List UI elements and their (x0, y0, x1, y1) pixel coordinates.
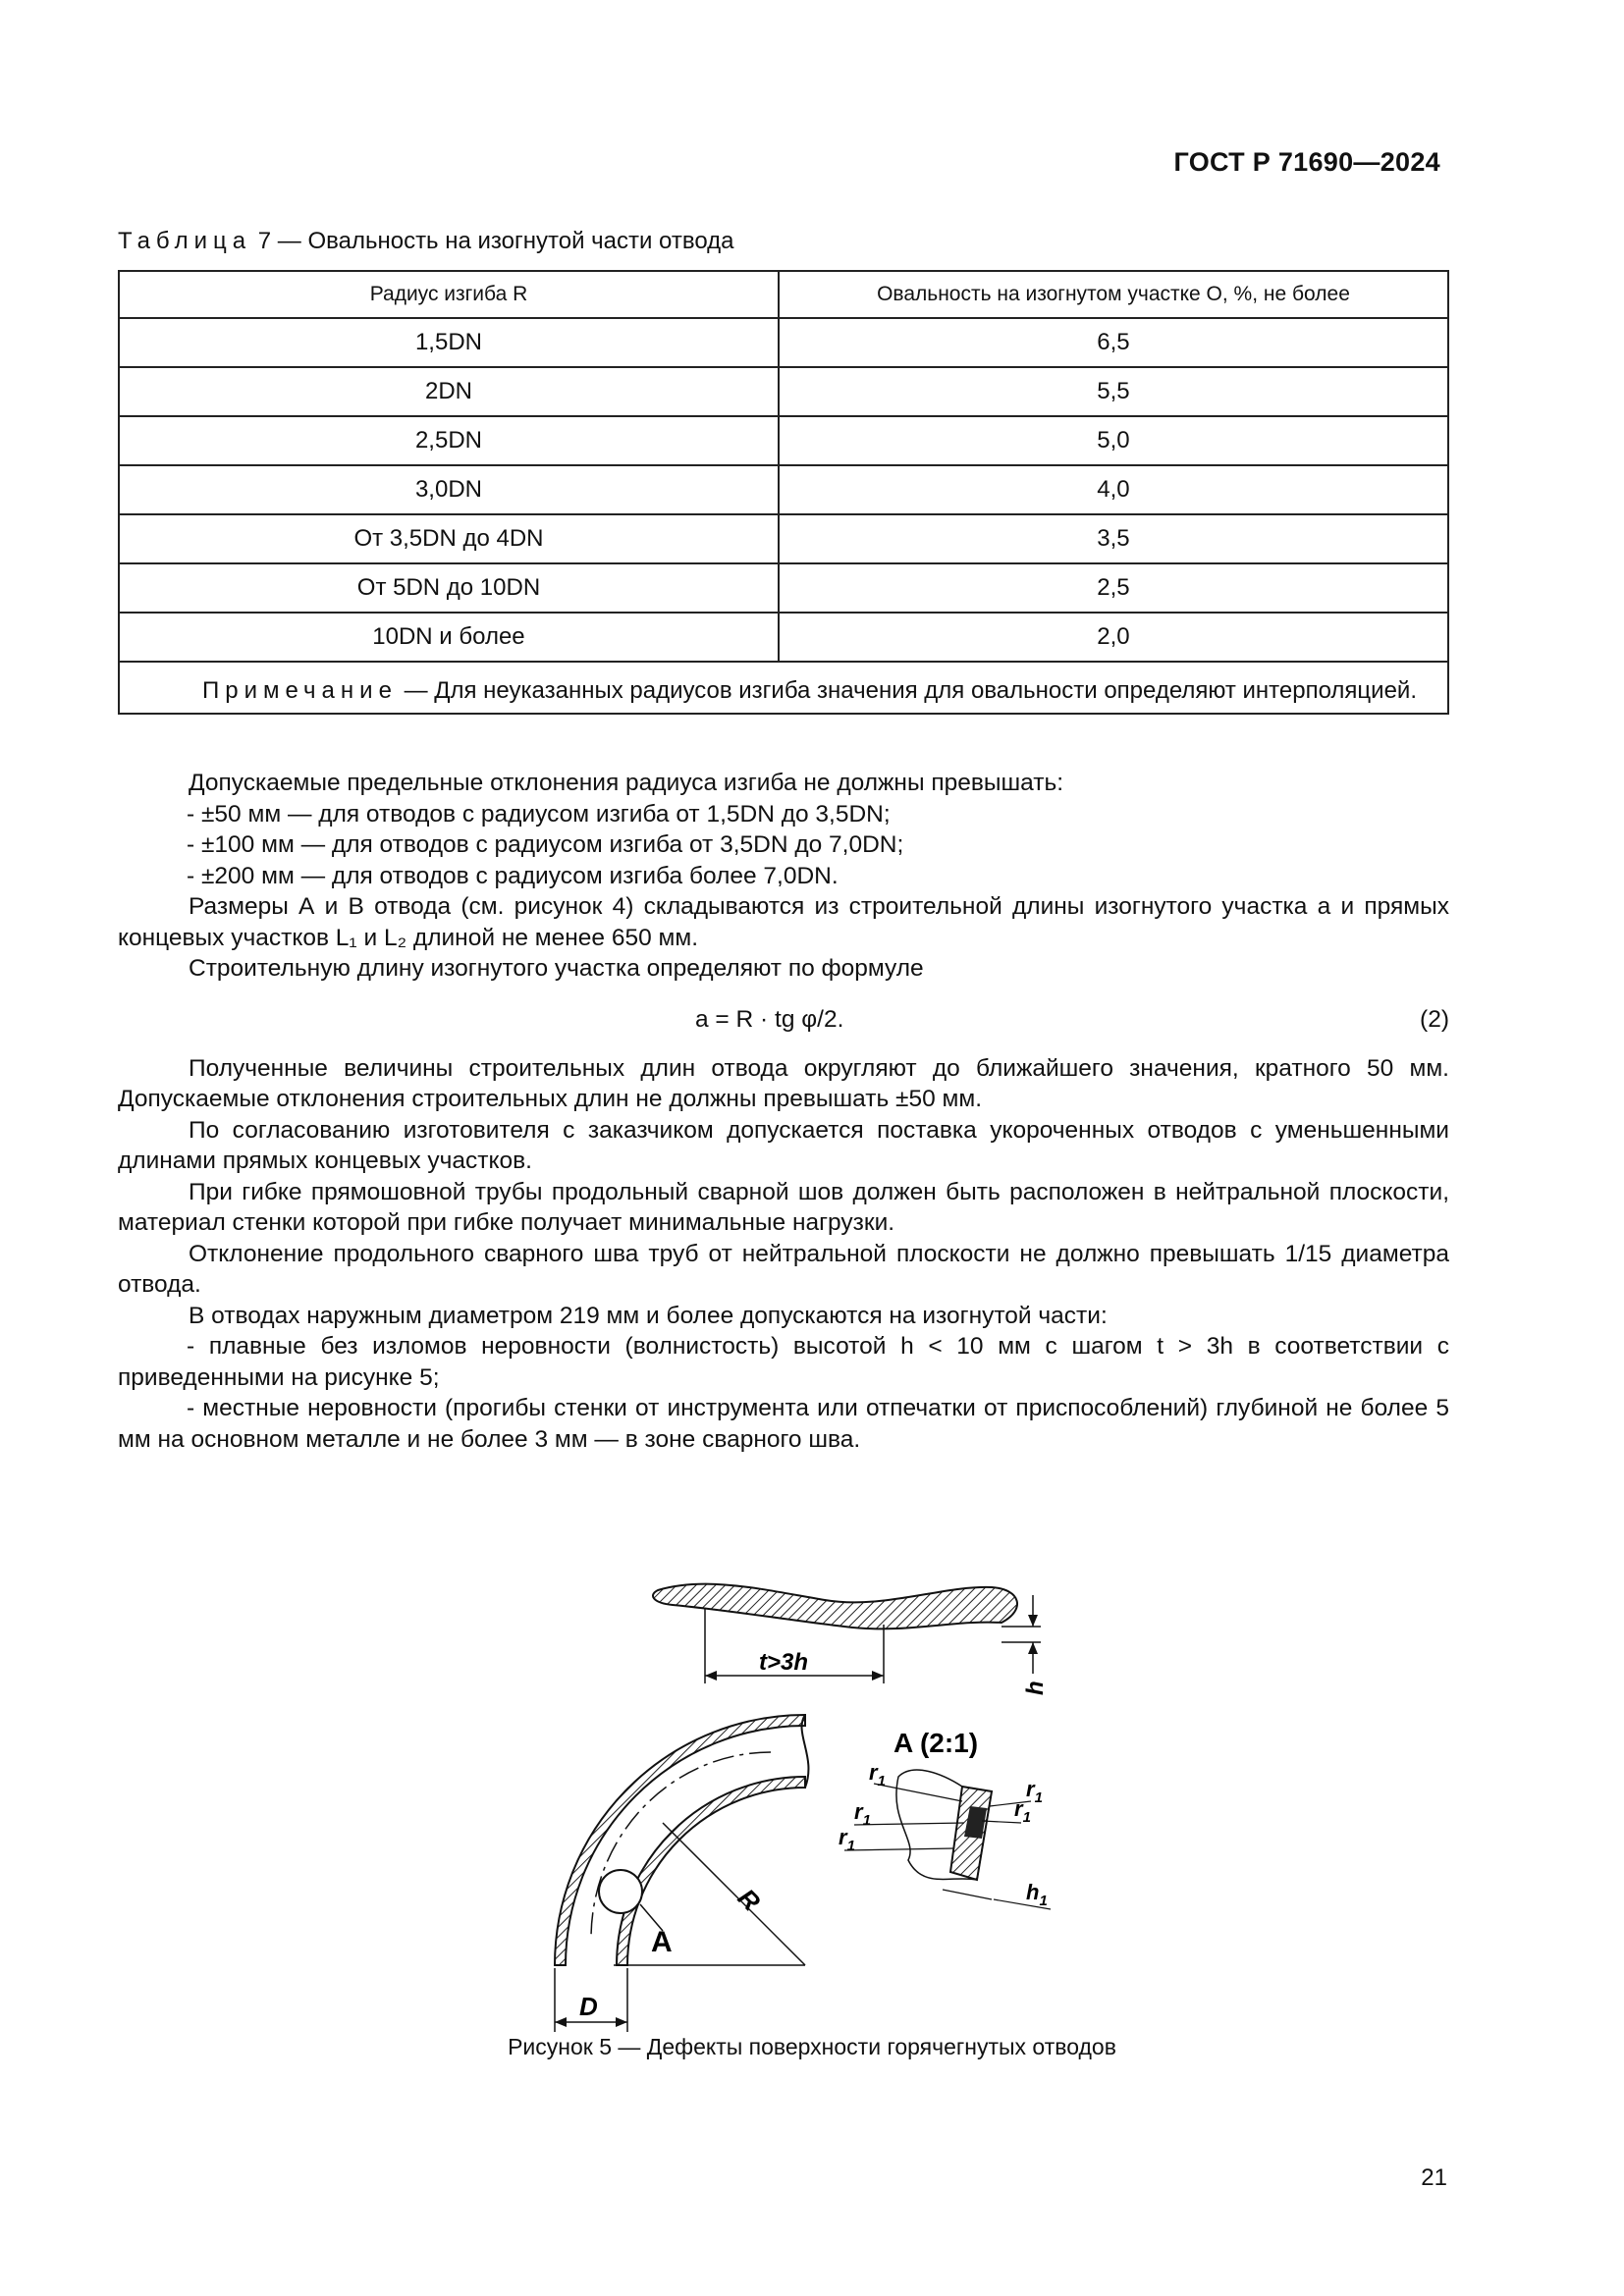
detail-title: A (2:1) (893, 1728, 979, 1758)
table-row (119, 318, 1448, 367)
r1-label-top-right: $r_1$ (1026, 1777, 1043, 1806)
cell-ovality: 5,5 (779, 367, 1448, 416)
cell-radius: 2DN (119, 367, 779, 416)
wave-wall-profile (653, 1584, 1017, 1629)
table-row (119, 563, 1448, 613)
formula-number: (2) (1420, 1005, 1449, 1033)
r1-label-top-left: $r_1$ (869, 1760, 886, 1789)
wave-pitch-label: t>3h (759, 1649, 809, 1676)
formula-block (118, 992, 1449, 1053)
list-item: - ±200 мм — для отводов с радиусом изгиба более 7,0DN. (187, 862, 839, 889)
r1-label-mid-right: $r_1$ (1014, 1796, 1031, 1826)
table-caption (118, 228, 734, 255)
col-head-radius: Радиус изгиба R (119, 271, 779, 318)
cell-ovality: 4,0 (779, 465, 1448, 514)
cell-ovality: 2,0 (779, 613, 1448, 662)
cell-radius: 10DN и более (119, 613, 779, 662)
body-text (118, 768, 1449, 1455)
cell-ovality: 6,5 (779, 318, 1448, 367)
radius-label: R (731, 1883, 767, 1917)
cell-radius: 3,0DN (119, 465, 779, 514)
paragraph: При гибке прямошовной трубы продольный сварной шов должен быть расположен в нейтральной плоскости, материал стенки которой при гибке получает минимальные нагрузки. (118, 1178, 1449, 1236)
table-caption-label: Таблица (118, 228, 252, 254)
list-item: - ±100 мм — для отводов с радиусом изгиба от 3,5DN до 7,0DN; (187, 831, 904, 858)
col-head-ovality: Овальность на изогнутом участке О, %, не более (779, 271, 1448, 318)
table-row (119, 514, 1448, 563)
diameter-label: D (579, 1992, 598, 2021)
table-note-row (119, 662, 1448, 714)
table-row (119, 416, 1448, 465)
list-item: - плавные без изломов неровности (волнистость) высотой h < 10 мм с шагом t > 3h в соответствии с приведенными на рисунке 5; (118, 1333, 1449, 1391)
standard-header: ГОСТ Р 71690—2024 (1173, 147, 1440, 177)
detail-label: A (651, 1926, 673, 1958)
note-label: Примечание (202, 677, 398, 704)
list-item: - ±50 мм — для отводов с радиусом изгиба от 1,5DN до 3,5DN; (187, 800, 891, 828)
r1-label-bottom-left: $r_1$ (839, 1825, 855, 1854)
table-row (119, 613, 1448, 662)
formula: a = R · tg φ/2. (695, 1005, 844, 1033)
cell-ovality: 2,5 (779, 563, 1448, 613)
cell-radius: От 3,5DN до 4DN (119, 514, 779, 563)
paragraph: Полученные величины строительных длин отвода округляют до ближайшего значения, кратного 50 мм. Допускаемые отклонения строительных длин не должны превышать ±50 мм. (118, 1054, 1449, 1112)
page-number: 21 (1421, 2164, 1447, 2191)
list-item: - местные неровности (прогибы стенки от инструмента или отпечатки от приспособлений) глубиной не более 5 мм на основном металле и не более 3 мм — в зоне сварного шва. (118, 1395, 1449, 1453)
paragraph: В отводах наружным диаметром 219 мм и более допускаются на изогнутой части: (189, 1302, 1108, 1329)
wave-height-label: h (1022, 1681, 1049, 1695)
paragraph: Размеры А и В отвода (см. рисунок 4) складываются из строительной длины изогнутого участка a и прямых концевых участков L₁ и L₂ длиной не менее 650 мм. (118, 893, 1449, 951)
ovality-table (118, 270, 1449, 715)
paragraph: По согласованию изготовителя с заказчиком допускается поставка укороченных отводов с уменьшенными длинами прямых концевых участков. (118, 1116, 1449, 1174)
table-caption-text: 7 — Овальность на изогнутой части отвода (251, 228, 734, 254)
cell-ovality: 3,5 (779, 514, 1448, 563)
r1-label-mid-left: $r_1$ (854, 1799, 871, 1829)
figure-5-diagram (530, 1566, 1080, 2021)
h1-label: $h_1$ (1026, 1880, 1048, 1909)
cell-ovality: 5,0 (779, 416, 1448, 465)
paragraph: Строительную длину изогнутого участка определяют по формуле (189, 955, 924, 982)
table-header-row (119, 271, 1448, 318)
table-row (119, 465, 1448, 514)
paragraph: Допускаемые предельные отклонения радиуса изгиба не должны превышать: (189, 770, 1064, 796)
figure-caption: Рисунок 5 — Дефекты поверхности горячегнутых отводов (508, 2034, 1116, 2059)
note-text: — Для неуказанных радиусов изгиба значения для овальности определяют интерполяцией. (397, 677, 1417, 704)
table-note (119, 662, 1448, 714)
cell-radius: От 5DN до 10DN (119, 563, 779, 613)
cell-radius: 2,5DN (119, 416, 779, 465)
table-row (119, 367, 1448, 416)
cell-radius: 1,5DN (119, 318, 779, 367)
paragraph: Отклонение продольного сварного шва труб от нейтральной плоскости не должно превышать 1/15 диаметра отвода. (118, 1240, 1449, 1298)
